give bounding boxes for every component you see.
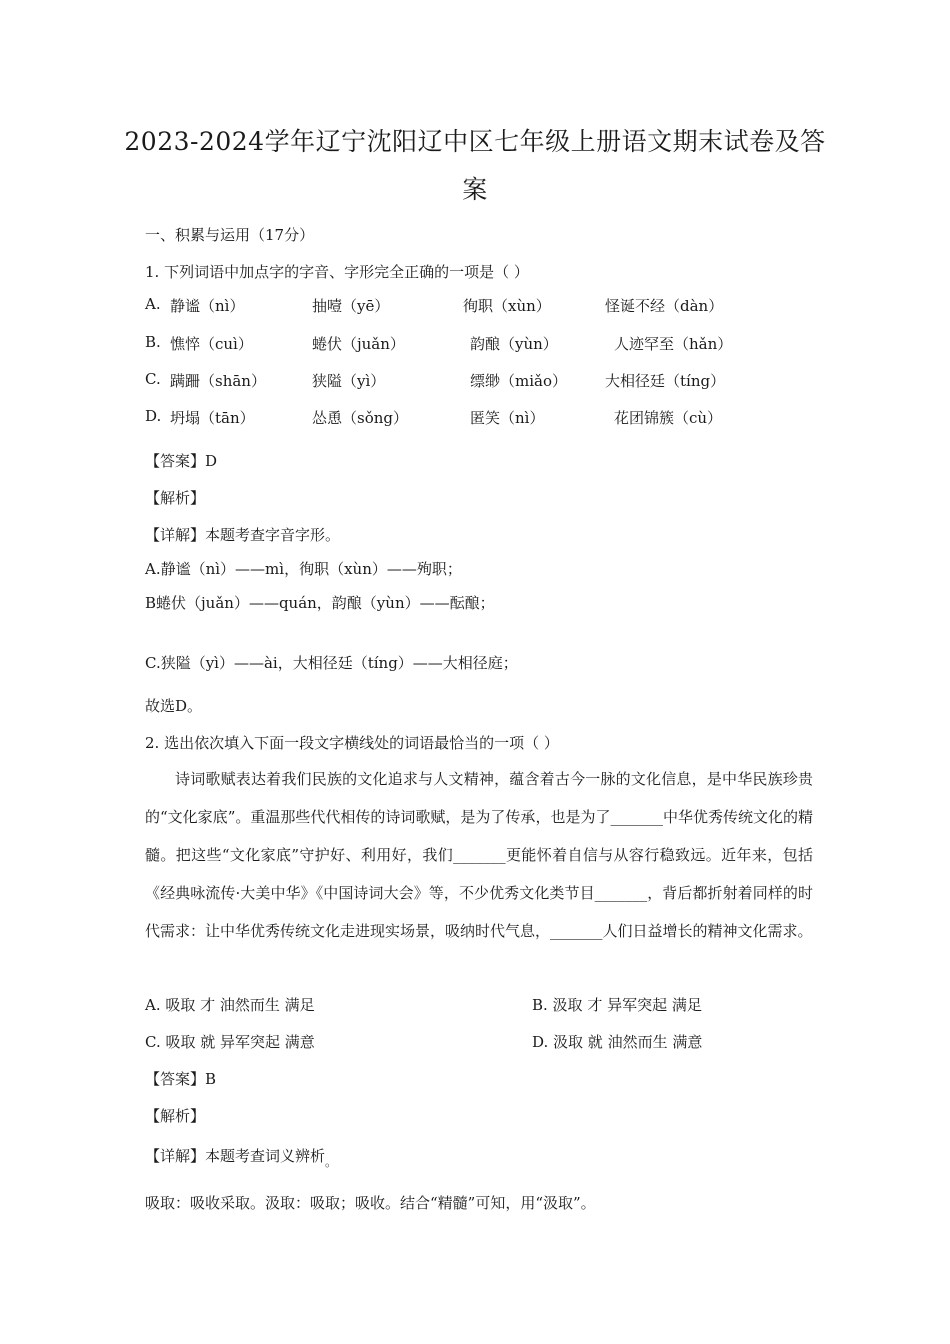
option-label: D. [145, 407, 162, 425]
answer-line: 【答案】B [145, 1070, 217, 1088]
option-item: 蹒跚（shān） [170, 372, 266, 390]
detail-line: 【详解】本题考查字音字形。 [145, 526, 341, 544]
analysis-heading: 【解析】 [145, 1107, 206, 1125]
option-item: 人迹罕至（hǎn） [614, 335, 733, 353]
choose-line: 故选D。 [145, 697, 203, 715]
option-item: 憔悴（cuì） [170, 335, 253, 353]
option-item: 静谧（nì） [170, 297, 245, 315]
option-label: C. [145, 370, 161, 388]
explanation-b: B蜷伏（juǎn）——quán，韵酿（yùn）——酝酿； [145, 594, 495, 612]
explanation-a: A.静谧（nì）——mì，徇职（xùn）——殉职； [145, 560, 462, 578]
option-item: 缥缈（miǎo） [470, 372, 567, 390]
option-a: A. 吸取 才 油然而生 满足 [145, 996, 315, 1014]
question-2-stem: 2. 选出依次填入下面一段文字横线处的词语最恰当的一项（ ） [145, 734, 559, 752]
analysis-heading: 【解析】 [145, 489, 206, 507]
explanation-line: 吸取：吸收采取。汲取：吸取；吸收。结合“精髓”可知，用“汲取”。 [145, 1194, 596, 1212]
option-item: 怪诞不经（dàn） [605, 297, 724, 315]
option-item: 花团锦簇（cù） [614, 409, 723, 427]
option-label: B. [145, 333, 161, 351]
question-2-passage: 诗词歌赋表达着我们民族的文化追求与人文精神，蕴含着古今一脉的文化信息，是中华民族珍贵的“文化家底”。重温那些代代相传的诗词歌赋，是为了传承，也是为了_______中华优秀传统文化的精髓。把这些“文化家底”守护好、利用好，我们_______更能怀着自信与从容行稳致远。近年来，包括《经典咏流传·大美中华》《中国诗词大会》等，不少优秀文化类节目_______，背后都折射着同样的时代需求：让中华优秀传统文化走进现实场景，吸纳时代气息，_______人们日益增长的精神文化需求。 [145, 770, 813, 940]
option-label: A. [145, 295, 161, 313]
option-item: 怂恿（sǒng） [312, 409, 408, 427]
option-item: 坍塌（tān） [170, 409, 255, 427]
detail-tail: 。 [325, 1155, 338, 1169]
option-item: 抽噎（yē） [312, 297, 390, 315]
question-1-stem: 1. 下列词语中加点字的字音、字形完全正确的一项是（ ） [145, 263, 529, 281]
option-item: 徇职（xùn） [463, 297, 551, 315]
explanation-c: C.狭隘（yì）——ài，大相径廷（tíng）——大相径庭； [145, 654, 518, 672]
option-item: 韵酿（yùn） [470, 335, 558, 353]
option-item: 匿笑（nì） [470, 409, 545, 427]
detail-line [145, 1145, 338, 1169]
answer-line: 【答案】D [145, 452, 218, 470]
option-item: 大相径廷（tíng） [605, 372, 726, 390]
option-item: 蜷伏（juǎn） [312, 335, 405, 353]
section-heading: 一、积累与运用（17分） [145, 226, 315, 244]
option-c: C. 吸取 就 异军突起 满意 [145, 1033, 315, 1051]
detail-text: 【详解】本题考查词义辨析 [145, 1147, 326, 1165]
page-title: 2023-2024学年辽宁沈阳辽中区七年级上册语文期末试卷及答案 [124, 127, 826, 204]
option-b: B. 汲取 才 异军突起 满足 [532, 996, 702, 1014]
option-d: D. 汲取 就 油然而生 满意 [532, 1033, 703, 1051]
option-item: 狭隘（yì） [312, 372, 386, 390]
